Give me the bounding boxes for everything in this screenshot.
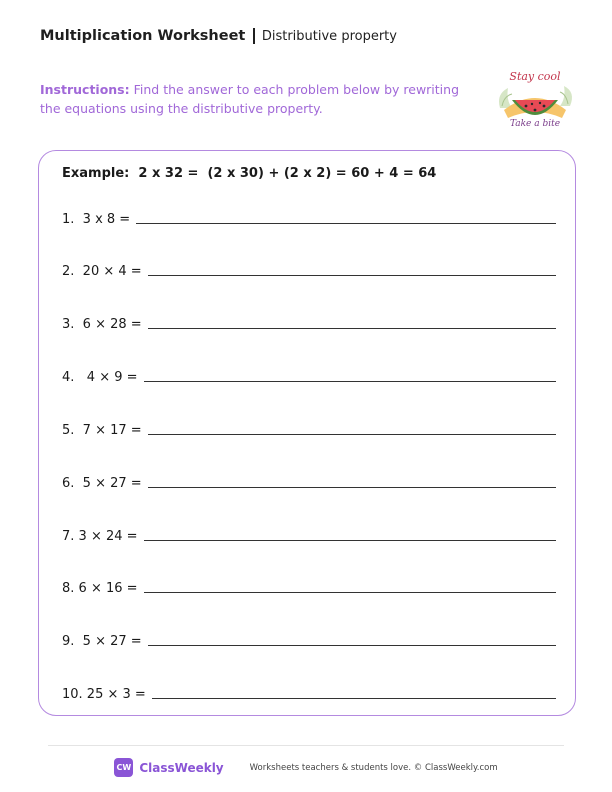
footer-divider xyxy=(48,745,564,746)
problem-text: 2. 20 × 4 = xyxy=(62,264,142,279)
answer-line[interactable] xyxy=(144,539,556,541)
sticker-top-text: Stay cool xyxy=(509,70,561,83)
sticker-bottom-text: Take a bite xyxy=(509,119,561,129)
problem-row xyxy=(62,687,556,702)
problem-text: 10. 25 × 3 = xyxy=(62,687,146,702)
problem-text: 6. 5 × 27 = xyxy=(62,476,142,491)
problem-text: 5. 7 × 17 = xyxy=(62,423,142,438)
instructions-text: Find the answer to each problem below by rewriting the equations using the distributive property. xyxy=(40,82,460,116)
answer-line[interactable] xyxy=(148,274,556,276)
problem-text: 1. 3 x 8 = xyxy=(62,212,131,227)
answer-line[interactable] xyxy=(144,380,556,382)
problem-row xyxy=(62,264,556,279)
answer-line[interactable] xyxy=(144,591,556,593)
watermelon-sticker xyxy=(492,66,578,132)
problem-row xyxy=(62,634,556,649)
problem-row xyxy=(62,529,556,544)
problem-text: 8. 6 × 16 = xyxy=(62,581,138,596)
example-equation: Example: 2 x 32 = (2 x 30) + (2 x 2) = 60 + 4 = 64 xyxy=(62,166,437,181)
footer-tagline: Worksheets teachers & students love. © ClassWeekly.com xyxy=(249,762,498,773)
instructions-lead: Instructions: xyxy=(40,82,130,97)
watermelon-icon xyxy=(492,66,578,132)
problem-text: 4. 4 × 9 = xyxy=(62,370,138,385)
problem-row xyxy=(62,476,556,491)
answer-line[interactable] xyxy=(148,644,556,646)
header-divider xyxy=(253,28,255,44)
answer-line[interactable] xyxy=(136,222,556,224)
problem-text: 7. 3 × 24 = xyxy=(62,529,138,544)
worksheet-subtitle: Distributive property xyxy=(261,28,397,44)
problem-text: 9. 5 × 27 = xyxy=(62,634,142,649)
brand-name: ClassWeekly xyxy=(139,760,224,775)
problem-row xyxy=(62,212,556,227)
worksheet-title: Multiplication Worksheet xyxy=(40,28,246,44)
instructions xyxy=(40,80,470,118)
answer-line[interactable] xyxy=(148,486,556,488)
problem-row xyxy=(62,370,556,385)
problem-row xyxy=(62,581,556,596)
answer-line[interactable] xyxy=(148,433,556,435)
footer xyxy=(0,758,612,777)
answer-line[interactable] xyxy=(148,327,556,329)
answer-line[interactable] xyxy=(152,697,556,699)
problem-text: 3. 6 × 28 = xyxy=(62,317,142,332)
classweekly-logo-icon: CW xyxy=(114,758,133,777)
problem-row xyxy=(62,317,556,332)
worksheet-header xyxy=(40,28,397,44)
problem-row xyxy=(62,423,556,438)
